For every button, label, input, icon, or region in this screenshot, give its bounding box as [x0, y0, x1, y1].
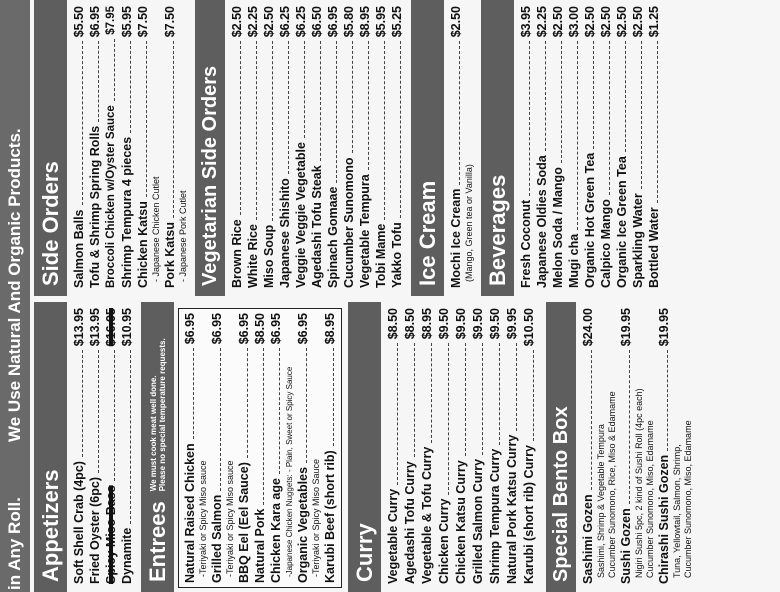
menu-item: Agedashi Tofu Steak $6.50 [310, 6, 324, 288]
menu-item: Tobi Mame $5.95 [374, 6, 388, 288]
banner-left-text: in Any Roll. [5, 497, 24, 590]
menu-item: Karubi (short rib) Curry $10.50 [522, 308, 536, 584]
menu-item: Broccoli Chicken w/Oyster Sauce $7.95 [105, 6, 117, 288]
entrees-list [178, 308, 342, 588]
menu-item: Vegetable Tempura $8.95 [358, 6, 372, 288]
entrees-title: Entrees [145, 501, 170, 582]
menu-item: Vegetable & Tofu Curry $8.95 [420, 308, 434, 584]
menu-item: Tofu & Shrimp Spring Rolls $6.95 [88, 6, 102, 288]
entrees-section [141, 302, 342, 592]
menu-item: Shrimp Tempura Curry $9.50 [488, 308, 502, 584]
menu-item: Vegetable Curry $8.50 [386, 308, 400, 584]
veg-sides-title: Vegetarian Side Orders [195, 0, 225, 296]
side-orders-section [34, 0, 191, 296]
menu-item: Grilled Salmon Curry $9.50 [471, 308, 485, 584]
beverages-title: Beverages [481, 0, 514, 296]
banner-right-text: We Use Natural And Organic Products. [5, 128, 24, 442]
left-column [34, 302, 696, 592]
menu-item: Natural Pork Katsu Curry $9.95 [505, 308, 519, 584]
menu-item: Fresh Coconut $3.95 [519, 6, 533, 288]
menu-item-crossed-out: Spicy Miso Bass $16.95 [104, 308, 118, 584]
menu-item: Japanese Shishito $6.25 [278, 6, 292, 288]
menu-item: Shrimp Tempura 4 pieces $5.95 [120, 6, 134, 288]
menu-item: Chicken Curry $9.50 [437, 308, 451, 584]
menu-item: Karubi Beef (short rib) $8.95 [323, 313, 337, 583]
top-banner [0, 0, 30, 592]
curry-section [348, 302, 540, 592]
menu-item: Grilled Salmon $6.95 -Teriyaki or Spicy Miso sauce [210, 313, 235, 583]
menu-item: Agedashi Tofu Curry $8.50 [403, 308, 417, 584]
menu-item: Spinach Gomaae $6.95 [326, 6, 340, 288]
menu-item: Melon Soda / Mango $2.50 [551, 6, 565, 288]
menu-item: Sashimi Gozen $24.00 Sashimi, Shrimp & Vegetable Tempura Cucumber Sunomono, Rice, Miso & Edamame [581, 308, 617, 584]
menu-item: Organic Vegetables $6.95 -Teriyaki or Spicy Miso Sauce [296, 313, 321, 583]
appetizers-section [34, 302, 137, 592]
menu-item: Chirashi Sushi Gozen $19.95 Tuna, Yellowtail, Salmon, Shrimp, Cucumber Sunomono, Miso, Edamame [657, 308, 693, 584]
ice-cream-title: Ice Cream [411, 0, 444, 296]
menu-item: Chicken Katsu $7.50 - Japanese Chicken Cutlet [136, 6, 161, 288]
menu-item: Cucumber Sunomono $5.80 [342, 6, 356, 288]
menu-item: Japanese Oldies Soda $2.25 [535, 6, 549, 288]
menu-item: Natural Pork $8.50 [253, 313, 267, 583]
menu-item: Organic Ice Green Tea $2.50 [615, 6, 629, 288]
entrees-note-1: We must cook meat well done. [149, 375, 158, 492]
right-column [34, 0, 664, 296]
menu-item: Yakko Tofu $5.25 [390, 6, 404, 288]
menu-item: Organic Hot Green Tea $2.50 [583, 6, 597, 288]
menu-item: Chicken Katsu Curry $9.50 [454, 308, 468, 584]
menu-item: Soft Shell Crab (4pc) $13.95 [72, 308, 86, 584]
menu-item: Miso Soup $2.50 [262, 6, 276, 288]
bento-title: Special Bento Box [546, 302, 576, 592]
menu-item: BBQ Eel (Eel Sauce) $6.95 [237, 313, 251, 583]
menu-item: Calpico Mango $2.50 [599, 6, 613, 288]
menu-item: Veggie Veggie Vegetable $6.25 [294, 6, 308, 288]
entrees-header [141, 302, 174, 592]
menu-item: Salmon Balls $5.50 [72, 6, 86, 288]
menu-item: Dynamite $10.95 [120, 308, 134, 584]
side-orders-title: Side Orders [34, 0, 67, 296]
veg-sides-section [195, 0, 407, 296]
ice-cream-section [411, 0, 477, 296]
menu-item: Brown Rice $2.50 [230, 6, 244, 288]
bento-section [546, 302, 696, 592]
menu-item: White Rice $2.25 [246, 6, 260, 288]
beverages-section [481, 0, 664, 296]
menu-item: Pork Katsu $7.50 - Japanese Pork Cutlet [163, 6, 188, 288]
appetizers-title: Appetizers [34, 302, 67, 592]
menu-item: Sushi Gozen $19.95 Nigiri Sushi 5pc, 2 kind of Sushi Roll (4pc each) Cucumber Sunomono, Miso, Edamame [619, 308, 655, 584]
menu-item: Bottled Water $1.25 [647, 6, 661, 288]
curry-title: Curry [348, 302, 381, 592]
menu-item: Natural Raised Chicken $6.95 -Teriyaki or Spicy Miso sauce [183, 313, 208, 583]
menu-item: Sparkling Water $2.50 [631, 6, 645, 288]
menu-item: Mugi cha $3.00 [567, 6, 581, 288]
menu-item: Fried Oyster (6pc) $13.95 [88, 308, 102, 584]
entrees-note-2: Please no special temperature requests. [158, 338, 167, 492]
menu-item: Mochi Ice Cream $2.50 (Mango, Green tea or Vanilla) [449, 6, 474, 288]
menu-item: Chicken Kara age $6.95 -Japanese Chicken Nuggets: - Plain, Sweet or Spicy Sauce [269, 313, 294, 583]
